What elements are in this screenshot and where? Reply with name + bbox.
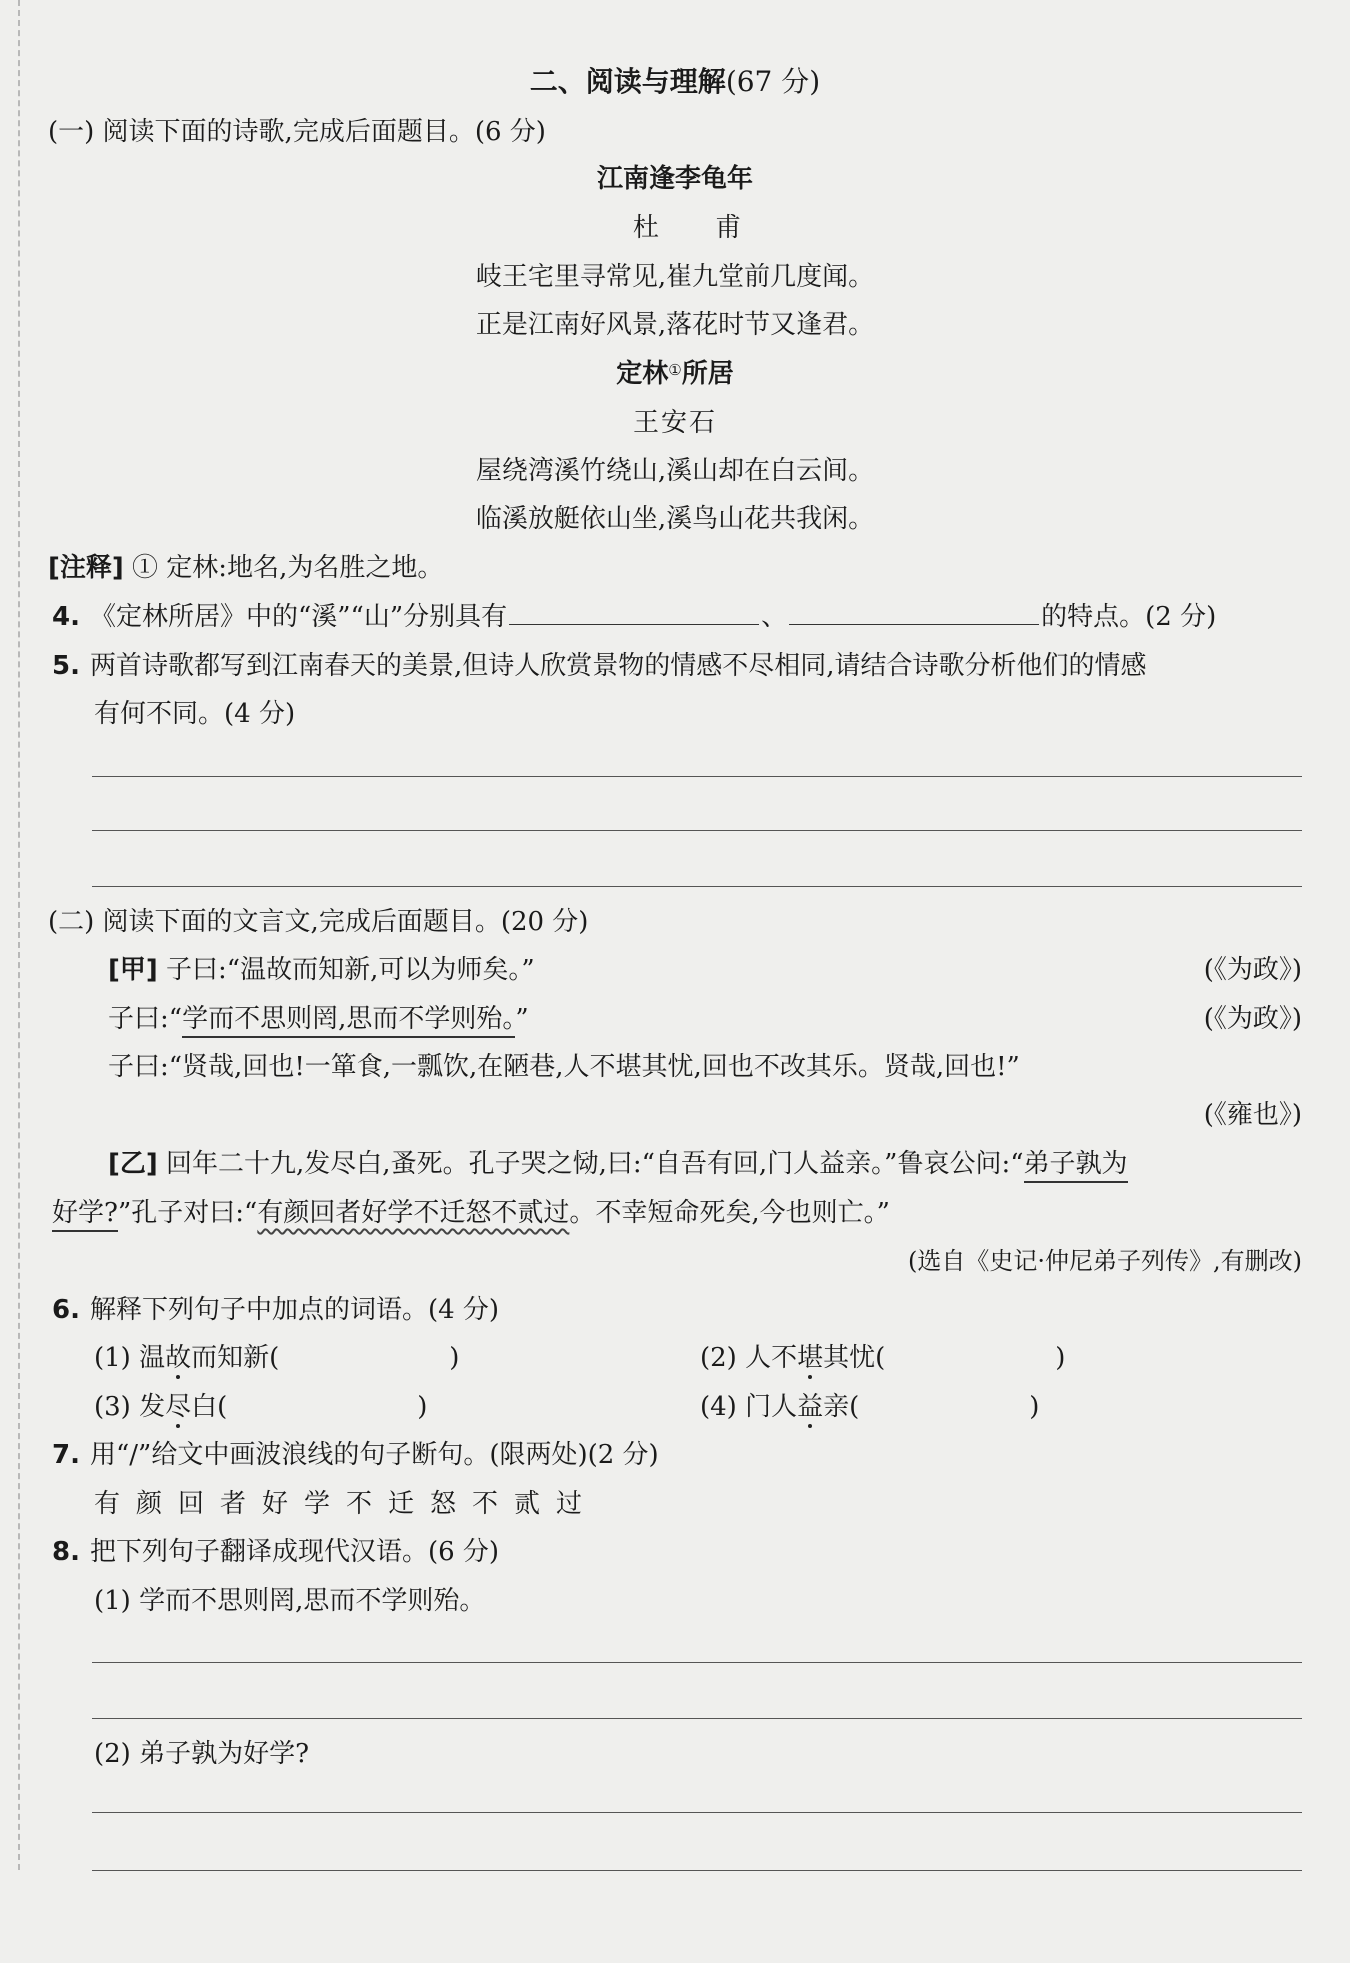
- q8-1-answer-line-1[interactable]: [92, 1662, 1302, 1663]
- jia-line-2: 子曰:“学而不思则罔,思而不学则殆。”: [108, 1002, 529, 1036]
- q4-blank-1[interactable]: [509, 600, 759, 625]
- q5-answer-line-3[interactable]: [92, 886, 1302, 887]
- underlined-question-a: 弟子孰为: [1024, 1149, 1128, 1183]
- q8-2-answer-line-2[interactable]: [92, 1870, 1302, 1871]
- poem2-line-2: 临溪放艇依山坐,溪鸟山花共我闲。: [475, 504, 875, 534]
- q8-sub-1: (1) 学而不思则罔,思而不学则殆。: [94, 1586, 486, 1616]
- poem1-line-1: 岐王宅里寻常见,崔九堂前几度闻。: [475, 262, 875, 292]
- jia-line-2-source: (《为政》): [1203, 1004, 1302, 1034]
- q7-sentence[interactable]: 有颜回者好学不迁怒不贰过: [94, 1489, 599, 1519]
- q4-blank-2[interactable]: [789, 600, 1039, 625]
- underlined-sentence: 学而不思则罔,思而不学则殆。: [182, 1004, 515, 1038]
- jia-line-1-source: (《为政》): [1203, 955, 1302, 985]
- q8-sub-2: (2) 弟子孰为好学?: [94, 1739, 310, 1769]
- poem1-line-2: 正是江南好风景,落花时节又逢君。: [475, 310, 875, 340]
- q8-1-answer-line-2[interactable]: [92, 1718, 1302, 1719]
- q5-answer-line-1[interactable]: [92, 776, 1302, 777]
- q6-item-3: (3) 发尽白( ): [94, 1392, 428, 1422]
- footnote-mark: ①: [668, 361, 682, 379]
- q6-item-4: (4) 门人益亲( ): [700, 1392, 1040, 1422]
- jia-line-3: 子曰:“贤哉,回也!一箪食,一瓢饮,在陋巷,人不堪其忧,回也不改其乐。贤哉,回也!”: [108, 1052, 1020, 1082]
- jia-line-1: [甲] 子曰:“温故而知新,可以为师矣。”: [108, 955, 535, 985]
- question-5: 5. 两首诗歌都写到江南春天的美景,但诗人欣赏景物的情感不尽相同,请结合诗歌分析他们的情感: [52, 651, 1147, 681]
- part1-intro: (一) 阅读下面的诗歌,完成后面题目。(6 分): [48, 117, 546, 147]
- poem1-title: 江南逢李龟年: [596, 164, 753, 194]
- poem2-line-1: 屋绕湾溪竹绕山,溪山却在白云间。: [475, 456, 875, 486]
- yi-line-1: [乙] 回年二十九,发尽白,蚤死。孔子哭之恸,曰:“自吾有回,门人益亲。”鲁哀公问:“弟子孰为: [108, 1147, 1128, 1181]
- underlined-question-b: 好学?: [52, 1198, 118, 1232]
- question-7: 7. 用“/”给文中画波浪线的句子断句。(限两处)(2 分): [52, 1440, 659, 1470]
- wavy-underlined-sentence: 有颜回者好学不迁怒不贰过: [257, 1198, 570, 1228]
- part2-intro: (二) 阅读下面的文言文,完成后面题目。(20 分): [48, 907, 589, 937]
- poem1-author: 杜 甫: [632, 213, 766, 243]
- q5-answer-line-2[interactable]: [92, 830, 1302, 831]
- q6-item-1: (1) 温故而知新( ): [94, 1343, 460, 1373]
- annotation-text: ① 定林:地名,为名胜之地。: [132, 553, 444, 583]
- question-6: 6. 解释下列句子中加点的词语。(4 分): [52, 1295, 500, 1325]
- yi-line-2: 好学?”孔子对曰:“有颜回者好学不迁怒不贰过。不幸短命死矣,今也则亡。”: [52, 1196, 890, 1230]
- jia-line-3-source: (《雍也》): [1203, 1100, 1302, 1130]
- question-4: 4. 《定林所居》中的“溪”“山”分别具有 、 的特点。(2 分): [52, 602, 1217, 632]
- poem2-title: 定林①所居: [616, 359, 734, 389]
- q8-2-answer-line-1[interactable]: [92, 1812, 1302, 1813]
- question-8: 8. 把下列句子翻译成现代汉语。(6 分): [52, 1537, 500, 1567]
- yi-source: (选自《史记·仲尼弟子列传》,有删改): [908, 1247, 1302, 1275]
- section-title: 二、阅读与理解(67 分): [529, 65, 821, 98]
- poem2-author: 王安石: [632, 408, 717, 438]
- annotation: [48, 551, 443, 585]
- q6-item-2: (2) 人不堪其忧( ): [700, 1343, 1066, 1373]
- question-5-line-2: 有何不同。(4 分): [94, 699, 296, 729]
- annotation-label: [注释]: [48, 553, 124, 583]
